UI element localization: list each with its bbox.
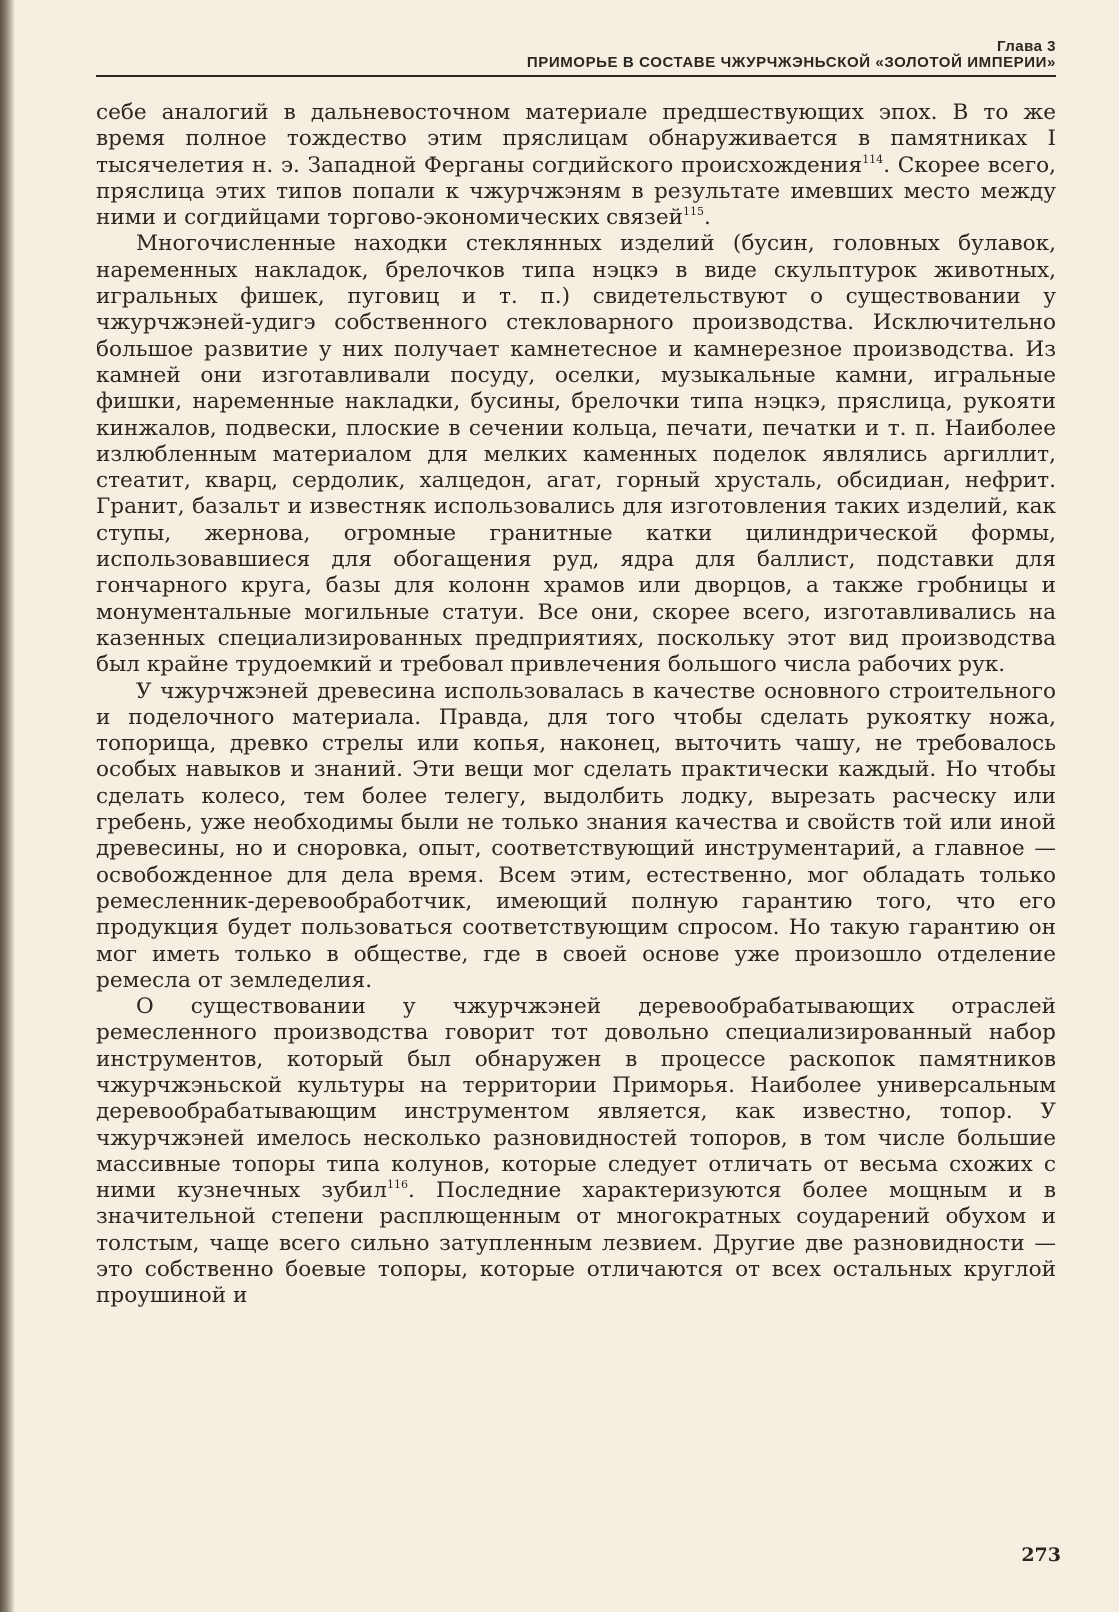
body-text (96, 100, 1056, 1310)
header-rule (96, 75, 1056, 77)
paragraph (96, 231, 1056, 678)
page-binding-edge (0, 0, 14, 1612)
paragraph-text: . Последние характеризуются более мощным и в значительной степени расплющенным от многократных соударений обухом и толстым, чаще всего сильно затупленным лезвием. Другие две разновидности — это собственно боевые топоры, которые отличаются от всех остальных круглой проушиной и (96, 1178, 1056, 1309)
running-head (96, 34, 1056, 84)
chapter-label: Глава 3 (996, 38, 1056, 55)
paragraph-text: . Скорее всего, пряслица этих типов попали к чжурчжэням в результате имевших место между ними и согдийцами торгово-экономических связей (96, 152, 1056, 231)
paragraph-text: О существовании у чжурчжэней деревообрабатывающих отраслей ремесленного производства говорит тот довольно специализированный набор инструментов, который был обнаружен в процессе раскопок памятников чжурчжэньской культуры на территории Приморья. Наиболее универсальным деревообрабатывающим инструментом является, как известно, топор. У чжурчжэней имелось несколько разновидностей топоров, в том числе большие массивные топоры типа колунов, которые следует отличать от весьма схожих с ними кузнечных зубил (96, 994, 1056, 1204)
paragraph (96, 100, 1056, 231)
footnote-ref: 116 (386, 1178, 408, 1192)
paragraph-text: себе аналогий в дальневосточном материале предшествующих эпох. В то же время полное тождество этим пряслицам обнаруживается в памятниках I тысячелетия н. э. Западной Ферганы согдийского происхождения (96, 100, 1056, 178)
paragraph-text: Многочисленные находки стеклянных изделий (бусин, головных булавок, наременных накладок, брелочков типа нэцкэ в виде скульптурок животных, игральных фишек, пуговиц и т. п.) свидетельствуют о существовании у чжурчжэней-удигэ собственного стекловарного производства. Исключительно большое развитие у них получает камнетесное и камнерезное производства. Из камней они изготавливали посуду, оселки, музыкальные камни, игральные фишки, наременные накладки, бусины, брелочки типа нэцкэ, пряслица, рукояти кинжалов, подвески, плоские в сечении кольца, печати, печатки и т. п. Наиболее излюбленным материалом для мелких каменных поделок являлись аргиллит, стеатит, кварц, сердолик, халцедон, агат, горный хрусталь, обсидиан, нефрит. Гранит, базальт и известняк использовались для изготовления таких изделий, как ступы, жернова, огромные гранитные катки цилиндрической формы, использовавшиеся для обогащения руд, ядра для баллист, подставки для гончарного круга, базы для колонн храмов или дворцов, а также гробницы и монументальные могильные статуи. Все они, скорее всего, изготавливались на казенных специализированных предприятиях, поскольку этот вид производства был крайне трудоемкий и требовал привлечения большого числа рабочих рук. (96, 231, 1056, 678)
chapter-title: ПРИМОРЬЕ В СОСТАВЕ ЧЖУРЧЖЭНЬСКОЙ «ЗОЛОТОЙ ИМПЕРИИ» (526, 54, 1056, 71)
paragraph (96, 679, 1056, 995)
paragraph (96, 994, 1056, 1310)
footnote-ref: 115 (683, 205, 705, 219)
paragraph-text: У чжурчжэней древесина использовалась в качестве основного строительного и поделочного материала. Правда, для того чтобы сделать рукоятку ножа, топорища, древко стрелы или копья, наконец, выточить чашу, не требовалось особых навыков и знаний. Эти вещи мог сделать практически каждый. Но чтобы сделать колесо, тем более телегу, выдолбить лодку, вырезать расческу или гребень, уже необходимы были не только знания качества и свойств той или иной древесины, но и сноровка, опыт, соответствующий инструментарий, а главное — освобожденное для дела время. Всем этим, естественно, мог обладать только ремесленник-деревообработчик, имеющий полную гарантию того, что его продукция будет пользоваться соответствующим спросом. Но такую гарантию он мог иметь только в обществе, где в своей основе уже произошло отделение ремесла от земледелия. (96, 678, 1056, 993)
paragraph-text: . (704, 205, 711, 231)
page-number: 273 (1021, 1544, 1061, 1566)
book-page (96, 34, 1056, 1594)
footnote-ref: 114 (862, 152, 884, 166)
